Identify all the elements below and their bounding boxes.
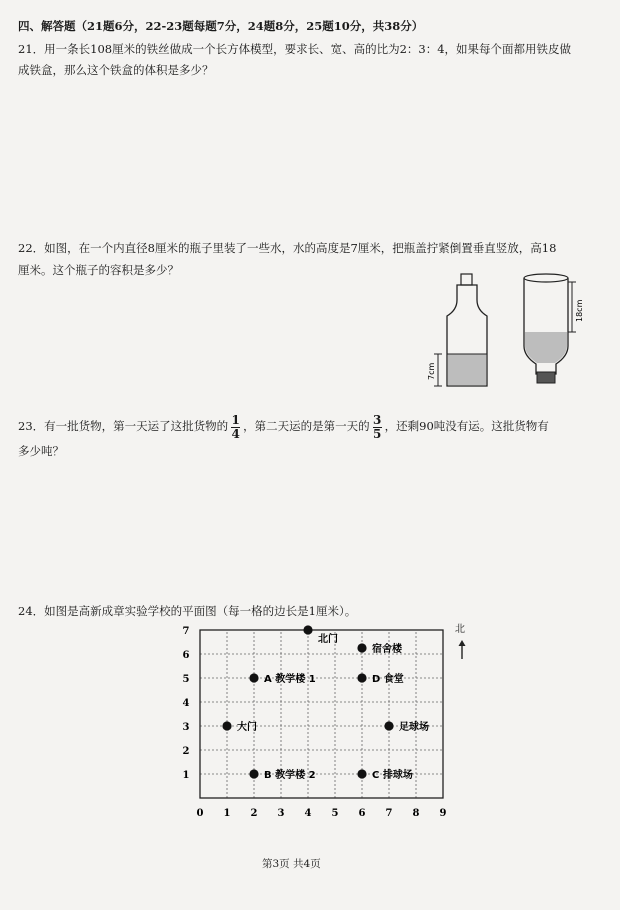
- x-tick-label: 3: [277, 808, 285, 819]
- y-tick-label: 6: [182, 650, 190, 661]
- y-tick-label: 4: [182, 698, 190, 709]
- question-21-line1: 21．用一条长108厘米的铁丝做成一个长方体模型，要求长、宽、高的比为2：3：4，如果每个面都用铁皮做: [18, 42, 572, 56]
- y-tick-label: 7: [182, 626, 190, 637]
- label-18cm: 18cm: [575, 299, 584, 322]
- page-footer: 第3页 共4页: [262, 858, 321, 870]
- q23-part1: 23．有一批货物，第一天运了这批货物的: [18, 419, 229, 433]
- q23-part3: ，还剩90吨没有运。这批货物有: [384, 419, 549, 433]
- x-tick-label: 6: [358, 808, 366, 819]
- map-point-label: C 排球场: [372, 770, 413, 781]
- map-point-label: 大门: [237, 722, 257, 733]
- map-point-label: 足球场: [399, 722, 429, 733]
- x-tick-label: 2: [250, 808, 258, 819]
- map-point-label: A 教学楼 1: [264, 674, 316, 685]
- bottle-inverted-figure: [510, 268, 590, 398]
- x-tick-label: 0: [196, 808, 204, 819]
- x-tick-label: 8: [412, 808, 420, 819]
- map-point: [357, 643, 366, 652]
- y-tick-label: 3: [182, 722, 190, 733]
- map-point-label: B 教学楼 2: [264, 770, 316, 781]
- map-point-label: D 食堂: [372, 674, 404, 685]
- question-21-line2: 成铁盒，那么这个铁盒的体积是多少？: [18, 63, 214, 77]
- label-7cm: 7cm: [427, 362, 436, 380]
- y-tick-label: 2: [182, 746, 190, 757]
- bottle-upright-figure: [420, 268, 500, 398]
- map-point: [222, 721, 231, 730]
- x-tick-label: 9: [439, 808, 447, 819]
- question-23-line2: 多少吨？: [18, 444, 64, 458]
- x-tick-label: 5: [331, 808, 339, 819]
- map-point: [357, 673, 366, 682]
- fraction-three-fifths: $\frac{3}{5}$: [372, 412, 382, 441]
- map-point: [384, 721, 393, 730]
- map-point-label: 北门: [318, 634, 338, 645]
- north-label: 北: [455, 624, 465, 635]
- north-arrow-icon: [457, 640, 467, 660]
- school-plan-map: [168, 618, 468, 828]
- q23-part2: ，第二天运的是第一天的: [243, 419, 370, 433]
- y-tick-label: 1: [182, 770, 190, 781]
- fraction-one-quarter: $\frac{1}{4}$: [231, 412, 240, 441]
- map-point: [249, 769, 258, 778]
- section-title: 四、解答题（21题6分，22-23题每题7分，24题8分，25题10分，共38分）: [18, 19, 424, 33]
- x-tick-label: 4: [304, 808, 312, 819]
- question-23-line1: [18, 410, 549, 442]
- map-point: [357, 769, 366, 778]
- question-24-text: 24．如图是高新成章实验学校的平面图（每一格的边长是1厘米）。: [18, 604, 357, 618]
- question-22-line2: 厘米。这个瓶子的容积是多少？: [18, 263, 179, 277]
- map-point: [303, 625, 312, 634]
- question-22-line1: 22．如图，在一个内直径8厘米的瓶子里装了一些水，水的高度是7厘米，把瓶盖拧紧倒置垂直竖放，高18: [18, 241, 557, 255]
- map-point: [249, 673, 258, 682]
- x-tick-label: 7: [385, 808, 393, 819]
- x-tick-label: 1: [223, 808, 231, 819]
- y-tick-label: 5: [182, 674, 190, 685]
- map-point-label: 宿舍楼: [372, 644, 402, 655]
